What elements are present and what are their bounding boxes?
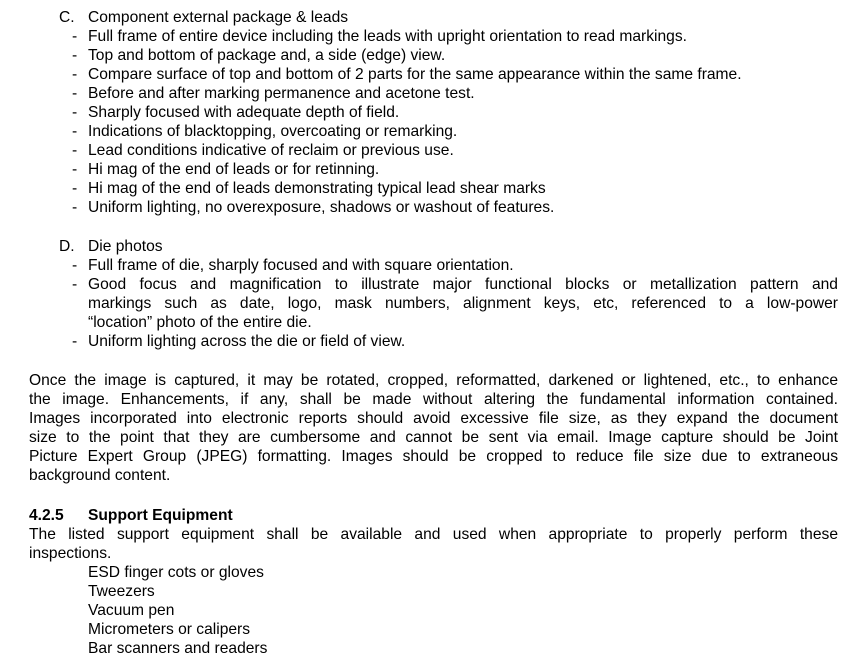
- equipment-item: Vacuum pen: [88, 602, 175, 619]
- section-c-bullet: Compare surface of top and bottom of 2 parts for the same appearance within the same frame.: [88, 66, 742, 83]
- section-c-bullet: Top and bottom of package and, a side (edge) view.: [88, 47, 446, 64]
- paragraph-line: Images incorporated into electronic reports should avoid excessive file size, as they expand the document: [29, 410, 838, 427]
- bullet-dash: -: [72, 142, 78, 159]
- section-d-bullet-line: “location” photo of the entire die.: [88, 314, 312, 331]
- section-c-bullet: Before and after marking permanence and acetone test.: [88, 85, 475, 102]
- paragraph-line: Picture Expert Group (JPEG) formatting. Images should be cropped to reduce file size due to extraneous: [29, 448, 838, 465]
- section-c-title: Component external package & leads: [88, 9, 349, 26]
- equipment-item: Bar scanners and readers: [88, 640, 268, 657]
- equipment-item: Tweezers: [88, 583, 155, 600]
- section-c-bullet: Full frame of entire device including the leads with upright orientation to read markings.: [88, 28, 687, 45]
- equipment-item: ESD finger cots or gloves: [88, 564, 264, 581]
- bullet-dash: -: [72, 123, 78, 140]
- paragraph-line: background content.: [29, 467, 171, 484]
- section-c-bullet: Lead conditions indicative of reclaim or previous use.: [88, 142, 454, 159]
- bullet-dash: -: [72, 104, 78, 121]
- section-c-bullet: Sharply focused with adequate depth of field.: [88, 104, 400, 121]
- bullet-dash: -: [72, 85, 78, 102]
- paragraph-line: The listed support equipment shall be available and used when appropriate to properly perform these: [29, 526, 838, 543]
- section-d-bullet: Full frame of die, sharply focused and with square orientation.: [88, 257, 514, 274]
- bullet-dash: -: [72, 66, 78, 83]
- bullet-dash: -: [72, 180, 78, 197]
- section-d-bullet-line: markings such as date, logo, mask numbers, alignment keys, etc, referenced to a low-power: [88, 295, 838, 312]
- section-d-letter: D.: [59, 238, 75, 255]
- section-c-bullet: Indications of blacktopping, overcoating or remarking.: [88, 123, 458, 140]
- bullet-dash: -: [72, 257, 78, 274]
- bullet-dash: -: [72, 47, 78, 64]
- section-d-title: Die photos: [88, 238, 163, 255]
- section-c-bullet: Hi mag of the end of leads or for retinning.: [88, 161, 380, 178]
- paragraph-line: size to the point that they are cumbersome and cannot be sent via email. Image capture should be Joint: [29, 429, 838, 446]
- bullet-dash: -: [72, 28, 78, 45]
- section-c-letter: C.: [59, 9, 75, 26]
- bullet-dash: -: [72, 161, 78, 178]
- section-c-bullet: Uniform lighting, no overexposure, shadows or washout of features.: [88, 199, 555, 216]
- equipment-item: Micrometers or calipers: [88, 621, 251, 638]
- paragraph-line: the image. Enhancements, if any, shall be made without altering the fundamental information contained.: [29, 391, 838, 408]
- section-d-bullet: Uniform lighting across the die or field of view.: [88, 333, 406, 350]
- section-d-bullet-line: Good focus and magnification to illustrate major functional blocks or metallization pattern and: [88, 276, 838, 293]
- paragraph-line: inspections.: [29, 545, 112, 562]
- section-number: 4.2.5: [29, 507, 64, 524]
- bullet-dash: -: [72, 199, 78, 216]
- section-heading: Support Equipment: [88, 507, 233, 524]
- section-c-bullet: Hi mag of the end of leads demonstrating typical lead shear marks: [88, 180, 546, 197]
- bullet-dash: -: [72, 333, 78, 350]
- paragraph-line: Once the image is captured, it may be rotated, cropped, reformatted, darkened or lightened, etc., to enhance: [29, 372, 838, 389]
- bullet-dash: -: [72, 276, 78, 293]
